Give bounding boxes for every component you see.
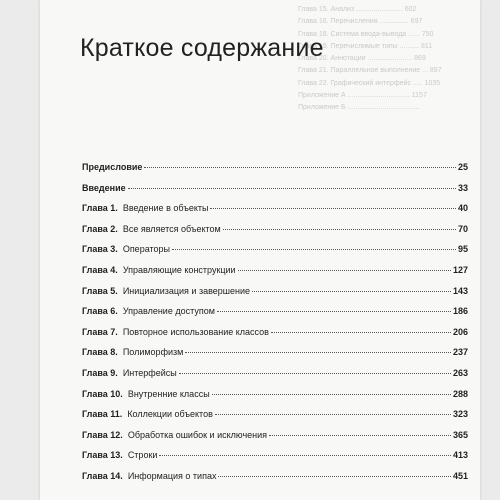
toc-entry-title: Управляющие конструкции — [122, 264, 236, 275]
bleed-line: Глава 15. Анализ ........................ 602 — [298, 6, 417, 13]
dot-leader — [218, 476, 451, 477]
toc-entry-title: Коллекции объектов — [127, 409, 213, 420]
dot-leader — [172, 249, 456, 250]
chapter-number: Глава 8. — [82, 347, 118, 358]
toc-entry-title: Операторы — [122, 244, 171, 255]
bleed-through-text — [298, 4, 478, 115]
dot-leader — [159, 455, 451, 456]
bleed-line: Глава 21. Параллельное выполнение ... 897 — [298, 67, 442, 75]
dot-leader — [210, 208, 456, 209]
book-page — [40, 0, 480, 500]
bleed-line: Глава 20. Аннотации ....................... 869 — [298, 55, 426, 63]
toc-page-number: 33 — [457, 182, 468, 193]
dot-leader — [215, 414, 451, 415]
dot-leader — [252, 291, 451, 292]
chapter-number: Глава 14. — [82, 470, 123, 481]
chapter-number: Глава 5. — [82, 285, 118, 296]
chapter-number: Глава 13. — [82, 450, 123, 461]
toc-entry-introduction — [82, 183, 468, 204]
toc-page-number: 40 — [457, 203, 468, 214]
toc-page-number: 237 — [452, 347, 468, 358]
toc-entry-chapter-1 — [82, 203, 468, 224]
bleed-line: Глава 22. Графический интерфейс ..... 1035 — [298, 79, 441, 87]
chapter-number: Глава 3. — [82, 244, 118, 255]
toc-entry-title: Введение в объекты — [122, 203, 209, 214]
bleed-line: Глава 19. Перечислимые типы .......... 811 — [298, 42, 433, 50]
toc-entry-chapter-8 — [82, 347, 468, 368]
toc-entry-chapter-3 — [82, 244, 468, 265]
toc-entry-title: Предисловие — [82, 162, 143, 172]
toc-page-number: 451 — [452, 470, 468, 481]
dot-leader — [217, 311, 451, 312]
chapter-number: Глава 7. — [82, 326, 118, 337]
toc-entry-title: Интерфейсы — [122, 367, 177, 378]
toc-page-number: 365 — [452, 429, 468, 440]
toc-entry-title: Информация о типах — [127, 470, 217, 481]
dot-leader — [269, 435, 451, 436]
toc-page-number: 288 — [452, 388, 468, 399]
chapter-number: Глава 10. — [82, 388, 123, 399]
chapter-number: Глава 2. — [82, 223, 118, 234]
toc-entry-title: Внутренние классы — [127, 388, 210, 399]
toc-entry-chapter-7 — [82, 327, 468, 348]
page-title: Краткое содержание — [80, 34, 324, 62]
dot-leader — [238, 270, 451, 271]
chapter-number: Глава 11. — [82, 409, 123, 420]
toc-page-number: 70 — [457, 223, 468, 234]
toc-entry-title: Управление доступом — [122, 306, 215, 317]
toc-entry-title: Инициализация и завершение — [122, 285, 251, 296]
dot-leader — [212, 394, 451, 395]
toc-entry-chapter-14 — [82, 471, 468, 492]
toc-entry-title: Обработка ошибок и исключения — [127, 429, 268, 440]
toc-entry-chapter-11 — [82, 409, 468, 430]
dot-leader — [179, 373, 451, 374]
toc-page-number: 95 — [457, 244, 468, 255]
dot-leader — [128, 188, 456, 189]
toc-entry-preface — [82, 162, 468, 183]
toc-entry-title: Все является объектом — [122, 223, 221, 234]
toc-entry-title: Строки — [127, 450, 158, 461]
chapter-number: Глава 1. — [82, 203, 118, 214]
toc-entry-chapter-4 — [82, 265, 468, 286]
dot-leader — [185, 352, 451, 353]
bleed-line: Глава 16. Перечисления ............... 697 — [298, 18, 423, 26]
toc-entry-title: Введение — [82, 182, 126, 193]
chapter-number: Глава 6. — [82, 306, 118, 317]
toc-page-number: 413 — [452, 450, 468, 461]
toc-entry-chapter-5 — [82, 286, 468, 307]
table-of-contents — [82, 162, 468, 492]
toc-page-number: 186 — [452, 306, 468, 317]
bleed-line: Приложение Б ..................................... — [298, 104, 420, 112]
toc-entry-chapter-13 — [82, 450, 468, 471]
dot-leader — [271, 332, 451, 333]
toc-entry-chapter-2 — [82, 224, 468, 245]
toc-entry-chapter-10 — [82, 389, 468, 410]
toc-entry-chapter-6 — [82, 306, 468, 327]
toc-entry-chapter-12 — [82, 430, 468, 451]
dot-leader — [144, 167, 456, 168]
toc-page-number: 206 — [452, 326, 468, 337]
toc-entry-title: Полиморфизм — [122, 347, 184, 358]
toc-page-number: 143 — [452, 285, 468, 296]
toc-entry-chapter-9 — [82, 368, 468, 389]
bleed-line: Глава 18. Система ввода-вывода ...... 750 — [298, 30, 434, 38]
chapter-number: Глава 9. — [82, 367, 118, 378]
toc-page-number: 263 — [452, 367, 468, 378]
bleed-line: Приложение А ................................ 1157 — [298, 92, 427, 100]
dot-leader — [223, 229, 456, 230]
toc-page-number: 323 — [452, 409, 468, 420]
toc-page-number: 127 — [452, 264, 468, 275]
chapter-number: Глава 4. — [82, 264, 118, 275]
toc-entry-title: Повторное использование классов — [122, 326, 269, 337]
toc-page-number: 25 — [457, 162, 468, 172]
chapter-number: Глава 12. — [82, 429, 123, 440]
